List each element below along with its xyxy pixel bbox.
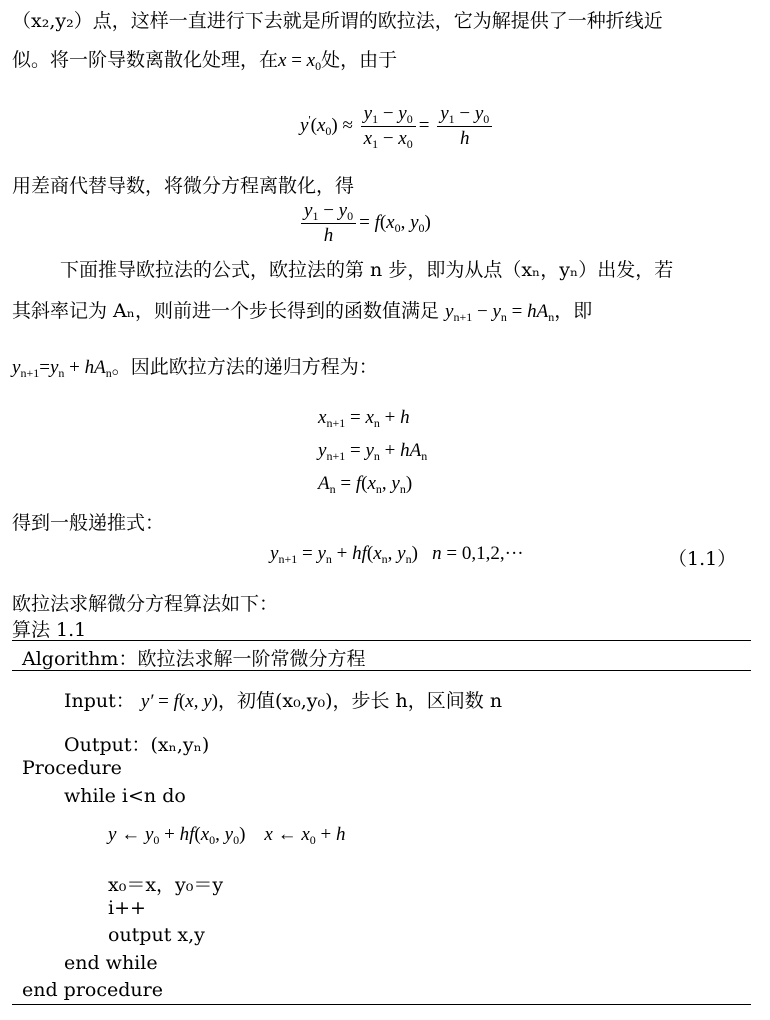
inline-math: x	[278, 50, 287, 71]
paragraph-line: 得到一般递推式：	[12, 512, 165, 534]
algorithm-assign: x₀＝x，y₀＝y	[108, 874, 224, 896]
equation-line: $A_n = f(x_n$, $y_n$)	[318, 473, 413, 496]
algorithm-output-line: output x,y	[108, 924, 205, 946]
inline-math: $y_{n+1}=y_n + hA_n$	[12, 357, 112, 380]
paragraph-text: 似。将一阶导数离散化处理，在	[12, 49, 279, 71]
equation-difference-quotient: $\frac{y_1 - y_0}{h}$ = $f(x_0$, $y_0$)	[298, 200, 431, 247]
algorithm-top-rule	[12, 640, 751, 641]
inline-math: $x_0$	[306, 50, 322, 73]
algorithm-update-equation: y ← $y_0 + hf(x_0$, $y_0$) x ← $x_0 + h$	[108, 824, 346, 847]
algorithm-header: Algorithm：欧拉法求解一阶常微分方程	[22, 648, 366, 670]
paragraph-line	[12, 296, 592, 323]
algorithm-end-procedure: end procedure	[22, 979, 163, 1001]
algorithm-input-label: Input：	[64, 690, 135, 712]
inline-math: $y_{n+1} - y_n = hA_n$	[445, 301, 555, 324]
paragraph-line: 欧拉法求解微分方程算法如下：	[12, 593, 279, 615]
paragraph-line: 似。将一阶导数离散化处理，在$x = x_0$处，由于	[12, 49, 398, 73]
equation-line: $x_{n+1} = x_n + h$	[318, 407, 410, 430]
paragraph-line: （x₂,y₂）点，这样一直进行下去就是所谓的欧拉法，它为解提供了一种折线近	[12, 10, 663, 32]
algorithm-header-rule	[12, 670, 751, 671]
equation-line: $y_{n+1} = y_n + hA_n$	[318, 440, 428, 463]
paragraph-text: 其斜率记为 Aₙ，则前进一个步长得到的函数值满足	[12, 300, 439, 322]
inline-math: y′ = f(x, y)	[140, 691, 218, 712]
paragraph-line: 用差商代替导数，将微分方程离散化，得	[12, 175, 355, 197]
algorithm-increment: i++	[108, 897, 146, 919]
algorithm-bottom-rule	[12, 1004, 751, 1005]
algorithm-procedure: Procedure	[22, 757, 122, 779]
equation-recursion-system	[318, 401, 427, 500]
algorithm-caption: 算法 1.1	[12, 619, 87, 641]
paragraph-text: ，即	[554, 300, 593, 322]
equation-number: （1.1）	[668, 548, 737, 570]
paragraph-text: 。因此欧拉方法的递归方程为：	[111, 356, 378, 378]
algorithm-input	[64, 686, 502, 713]
paragraph-text: 处，由于	[321, 49, 398, 71]
paragraph-line	[12, 352, 378, 379]
equation-general-recursion: $y_{n+1} = y_n + hf(x_n$, $y_n$) n = 0,1,2,···	[270, 543, 524, 566]
algorithm-input-text: ，初值(x₀,y₀)，步长 h，区间数 n	[217, 690, 503, 712]
paragraph-line: 下面推导欧拉法的公式，欧拉法的第 n 步，即为从点（xₙ，yₙ）出发，若	[60, 259, 674, 281]
algorithm-while: while i<n do	[64, 785, 186, 807]
equation-derivative-approx: $y'(x_0)$ ≈ $\frac{y_1 - y_0}{x_1 - x_0}$ = $\frac{y_1 - y_0}{h}$	[300, 103, 495, 150]
algorithm-output: Output：(xₙ,yₙ)	[64, 734, 210, 756]
algorithm-end-while: end while	[64, 952, 158, 974]
